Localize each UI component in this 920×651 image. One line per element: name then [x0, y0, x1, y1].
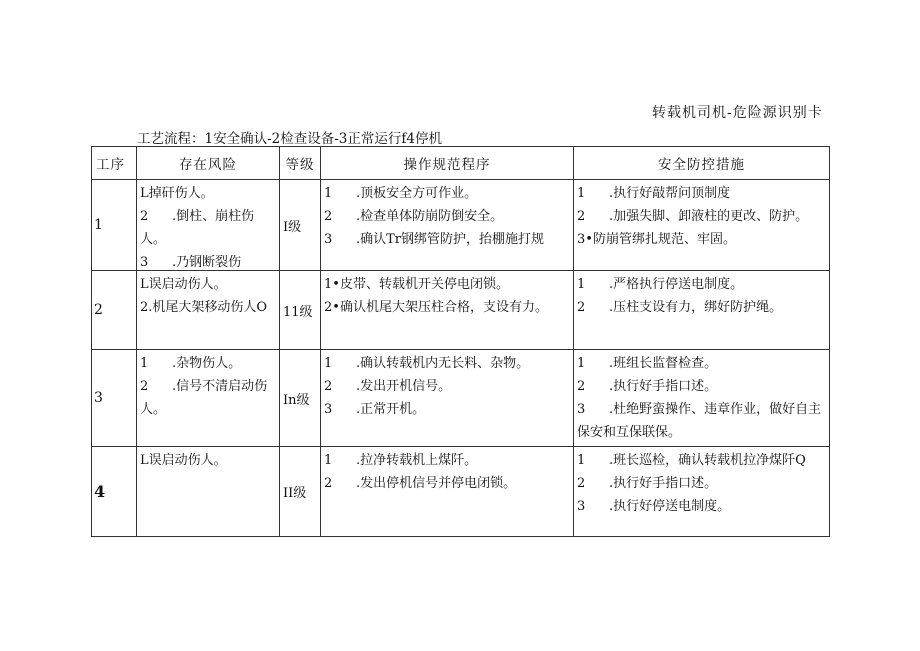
- procedure-cell: [321, 180, 574, 271]
- measure-item: [577, 398, 826, 444]
- process-number: 4: [92, 447, 137, 537]
- measure-number: 3: [577, 402, 586, 417]
- table-row: [92, 180, 830, 271]
- measure-item: [577, 352, 826, 375]
- measure-number: 1: [577, 186, 586, 201]
- risk-item: [140, 205, 276, 251]
- grade-cell: II级: [280, 447, 321, 537]
- risk-text: L掉矸伤人。: [140, 186, 214, 201]
- risk-text: .杂物伤人。: [172, 356, 242, 371]
- risk-item: [140, 352, 276, 375]
- procedure-list: [321, 447, 573, 497]
- procedure-cell: [321, 350, 574, 447]
- procedure-number: 1: [324, 453, 333, 468]
- process-number: 1: [92, 180, 137, 271]
- procedure-list: [321, 180, 573, 253]
- process-flow: 工艺流程：1安全确认-2检查设备-3正常运行f4停机: [137, 131, 442, 147]
- measure-text: .执行好手指口述。: [609, 379, 718, 394]
- procedure-cell: [321, 447, 574, 537]
- procedure-number: 2: [324, 476, 333, 491]
- procedure-number: 2: [324, 379, 333, 394]
- risk-list: [137, 271, 279, 321]
- procedure-item: [324, 352, 570, 375]
- header-procedure: 操作规范程序: [321, 147, 574, 180]
- procedure-text: 2•确认机尾大架压柱合格，支设有力。: [324, 300, 548, 315]
- risk-number: 2: [140, 379, 149, 394]
- procedure-cell: [321, 271, 574, 350]
- risk-item: [140, 375, 276, 421]
- risk-cell: [137, 180, 280, 271]
- measure-list: [574, 180, 829, 253]
- header-row: [92, 147, 830, 180]
- procedure-item: [324, 375, 570, 398]
- procedure-text: .检查单体防崩防倒安全。: [356, 209, 504, 224]
- procedure-item: [324, 398, 570, 421]
- measure-text: 3•防崩管绑扎规范、牢固。: [577, 232, 736, 247]
- header-process: 工序: [92, 147, 137, 180]
- risk-item: [140, 449, 276, 472]
- measure-item: [577, 495, 826, 518]
- procedure-text: 1•皮带、转载机开关停电闭锁。: [324, 277, 509, 292]
- grade-cell: I级: [280, 180, 321, 271]
- procedure-text: .确认转载机内无长料、杂物。: [356, 356, 530, 371]
- measure-cell: [574, 271, 830, 350]
- risk-list: [137, 447, 279, 474]
- procedure-item: [324, 273, 570, 296]
- measure-cell: [574, 350, 830, 447]
- procedure-list: [321, 350, 573, 423]
- risk-item: [140, 273, 276, 296]
- risk-list: [137, 350, 279, 423]
- risk-number: 1: [140, 356, 149, 371]
- table-row: [92, 350, 830, 447]
- risk-number: 3: [140, 255, 149, 270]
- process-number: 2: [92, 271, 137, 350]
- procedure-text: .确认Tr钢绑管防护，抬棚施打规: [356, 232, 545, 247]
- measure-list: [574, 447, 829, 520]
- risk-item: [140, 296, 276, 319]
- table-row: [92, 447, 830, 537]
- measure-item: [577, 449, 826, 472]
- risk-text: L误启动伤人。: [140, 277, 227, 292]
- measure-text: .执行好敲帮问顶制度: [609, 186, 731, 201]
- measure-cell: [574, 180, 830, 271]
- measure-number: 2: [577, 300, 586, 315]
- header-risk: 存在风险: [137, 147, 280, 180]
- measure-item: [577, 228, 826, 251]
- measure-item: [577, 273, 826, 296]
- measure-number: 2: [577, 209, 586, 224]
- measure-list: [574, 271, 829, 321]
- risk-text: .信号不清启动伤人。: [140, 379, 268, 417]
- risk-text: L误启动伤人。: [140, 453, 227, 468]
- measure-number: 2: [577, 476, 586, 491]
- measure-list: [574, 350, 829, 446]
- risk-text: .乃钢断裂伤: [172, 255, 242, 270]
- procedure-number: 2: [324, 209, 333, 224]
- procedure-item: [324, 472, 570, 495]
- procedure-list: [321, 271, 573, 321]
- procedure-number: 1: [324, 356, 333, 371]
- risk-number: 2: [140, 209, 149, 224]
- procedure-text: .顶板安全方可作业。: [356, 186, 478, 201]
- measure-item: [577, 296, 826, 319]
- grade-cell: In级: [280, 350, 321, 447]
- measure-text: .加强失脚、卸液柱的更改、防护。: [609, 209, 809, 224]
- measure-cell: [574, 447, 830, 537]
- measure-text: .杜绝野蛮操作、违章作业，做好自主保安和互保联保。: [577, 402, 822, 440]
- procedure-item: [324, 296, 570, 319]
- measure-text: .执行好停送电制度。: [609, 499, 731, 514]
- procedure-item: [324, 449, 570, 472]
- hazard-table: [91, 146, 830, 537]
- procedure-text: .发出停机信号并停电闭锁。: [356, 476, 517, 491]
- page-title: 转载机司机-危险源识别卡: [652, 105, 823, 121]
- procedure-text: .正常开机。: [356, 402, 426, 417]
- measure-number: 2: [577, 379, 586, 394]
- procedure-item: [324, 228, 570, 251]
- measure-item: [577, 375, 826, 398]
- risk-item: [140, 251, 276, 270]
- procedure-number: 1: [324, 186, 333, 201]
- risk-cell: [137, 350, 280, 447]
- risk-cell: [137, 271, 280, 350]
- measure-number: 3: [577, 499, 586, 514]
- procedure-text: .发出开机信号。: [356, 379, 452, 394]
- measure-number: 1: [577, 277, 586, 292]
- process-number: 3: [92, 350, 137, 447]
- measure-text: .执行好手指口述。: [609, 476, 718, 491]
- measure-text: .严格执行停送电制度。: [609, 277, 744, 292]
- procedure-number: 3: [324, 232, 333, 247]
- measure-text: .班长巡检，确认转载机拉净煤阡Q: [609, 453, 806, 468]
- measure-item: [577, 205, 826, 228]
- risk-list: [137, 180, 279, 270]
- risk-cell: [137, 447, 280, 537]
- procedure-item: [324, 182, 570, 205]
- measure-item: [577, 182, 826, 205]
- measure-text: .班组长监督检查。: [609, 356, 718, 371]
- procedure-item: [324, 205, 570, 228]
- measure-item: [577, 472, 826, 495]
- risk-text: 2.机尾大架移动伤人O: [140, 300, 268, 315]
- risk-item: [140, 182, 276, 205]
- table-row: [92, 271, 830, 350]
- procedure-number: 3: [324, 402, 333, 417]
- risk-text: .倒柱、崩柱伤人。: [140, 209, 255, 247]
- header-grade: 等级: [280, 147, 321, 180]
- measure-text: .压柱支设有力，绑好防护绳。: [609, 300, 783, 315]
- header-measures: 安全防控措施: [574, 147, 830, 180]
- measure-number: 1: [577, 453, 586, 468]
- measure-number: 1: [577, 356, 586, 371]
- grade-cell: 11级: [280, 271, 321, 350]
- procedure-text: .拉净转载机上煤阡。: [356, 453, 478, 468]
